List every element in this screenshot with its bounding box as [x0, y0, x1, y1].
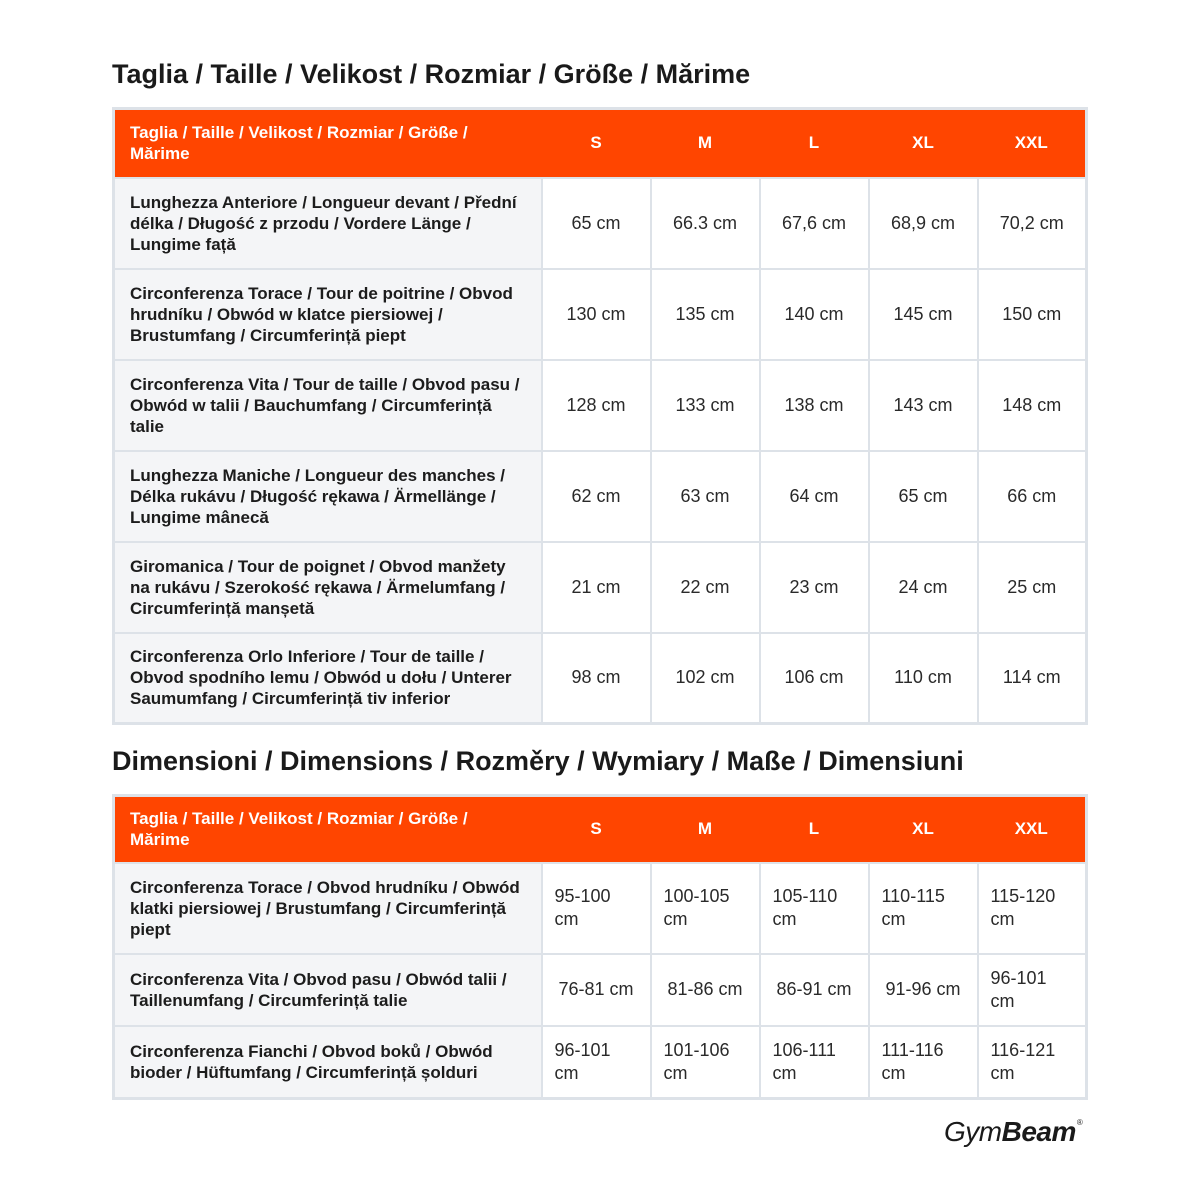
table-cell: 81-86 cm: [651, 954, 760, 1026]
row-label: Lunghezza Anteriore / Longueur devant / Přední délka / Długość z przodu / Vordere Länge / Lungime față: [114, 178, 542, 269]
gymbeam-logo: [944, 1116, 1082, 1148]
table-cell: 62 cm: [542, 451, 651, 542]
row-label: Circonferenza Orlo Inferiore / Tour de taille / Obvod spodního lemu / Obwód u dołu / Unterer Saumumfang / Circumferință tiv inferior: [114, 633, 542, 724]
table-cell: 115-120 cm: [978, 863, 1087, 954]
header-size-l: L: [760, 796, 869, 863]
table-cell: 128 cm: [542, 360, 651, 451]
table-row: [114, 360, 1087, 451]
header-size-s: S: [542, 796, 651, 863]
table-cell: 148 cm: [978, 360, 1087, 451]
table-cell: 65 cm: [542, 178, 651, 269]
header-size-label: Taglia / Taille / Velikost / Rozmiar / Größe / Mărime: [114, 109, 542, 178]
header-size-xxl: XXL: [978, 796, 1087, 863]
registered-mark: ®: [1076, 1118, 1083, 1127]
row-label: Circonferenza Vita / Tour de taille / Obvod pasu / Obwód w talii / Bauchumfang / Circumferință talie: [114, 360, 542, 451]
header-size-s: S: [542, 109, 651, 178]
header-size-xxl: XXL: [978, 109, 1087, 178]
table-cell: 68,9 cm: [869, 178, 978, 269]
table-cell: 133 cm: [651, 360, 760, 451]
table-cell: 22 cm: [651, 542, 760, 633]
table-cell: 135 cm: [651, 269, 760, 360]
table-cell: 100-105 cm: [651, 863, 760, 954]
table-cell: 110 cm: [869, 633, 978, 724]
header-size-m: M: [651, 109, 760, 178]
row-label: Circonferenza Vita / Obvod pasu / Obwód talii / Taillenumfang / Circumferință talie: [114, 954, 542, 1026]
table-cell: 106 cm: [760, 633, 869, 724]
table-cell: 138 cm: [760, 360, 869, 451]
table-cell: 98 cm: [542, 633, 651, 724]
table-cell: 102 cm: [651, 633, 760, 724]
table-cell: 64 cm: [760, 451, 869, 542]
table-cell: 66 cm: [978, 451, 1087, 542]
table-row: [114, 269, 1087, 360]
table-row: [114, 954, 1087, 1026]
table-cell: 25 cm: [978, 542, 1087, 633]
table-cell: 86-91 cm: [760, 954, 869, 1026]
header-size-label: Taglia / Taille / Velikost / Rozmiar / Größe / Mărime: [114, 796, 542, 863]
table-cell: 23 cm: [760, 542, 869, 633]
row-label: Circonferenza Torace / Tour de poitrine / Obvod hrudníku / Obwód w klatce piersiowej / Brustumfang / Circumferință piept: [114, 269, 542, 360]
table-cell: 114 cm: [978, 633, 1087, 724]
table-cell: 101-106 cm: [651, 1026, 760, 1099]
table-header-row: [114, 109, 1087, 178]
table-cell: 65 cm: [869, 451, 978, 542]
table-cell: 140 cm: [760, 269, 869, 360]
table-cell: 76-81 cm: [542, 954, 651, 1026]
table-row: [114, 542, 1087, 633]
row-label: Lunghezza Maniche / Longueur des manches / Délka rukávu / Długość rękawa / Ärmellänge / Lungime mânecă: [114, 451, 542, 542]
size-table-title: Taglia / Taille / Velikost / Rozmiar / Größe / Mărime: [112, 59, 751, 89]
table-row: [114, 178, 1087, 269]
table-cell: 130 cm: [542, 269, 651, 360]
table-row: [114, 1026, 1087, 1099]
row-label: Circonferenza Fianchi / Obvod boků / Obwód bioder / Hüftumfang / Circumferință șolduri: [114, 1026, 542, 1099]
table-cell: 24 cm: [869, 542, 978, 633]
logo-text-gym: Gym: [944, 1116, 1002, 1147]
table-cell: 105-110 cm: [760, 863, 869, 954]
table-row: [114, 863, 1087, 954]
table-cell: 111-116 cm: [869, 1026, 978, 1099]
header-size-xl: XL: [869, 109, 978, 178]
table-header-row: [114, 796, 1087, 863]
table-cell: 143 cm: [869, 360, 978, 451]
table-cell: 150 cm: [978, 269, 1087, 360]
table-cell: 66.3 cm: [651, 178, 760, 269]
row-label: Circonferenza Torace / Obvod hrudníku / Obwód klatki piersiowej / Brustumfang / Circumferință piept: [114, 863, 542, 954]
table-row: [114, 633, 1087, 724]
table-cell: 106-111 cm: [760, 1026, 869, 1099]
header-size-xl: XL: [869, 796, 978, 863]
table-cell: 67,6 cm: [760, 178, 869, 269]
table-cell: 96-101 cm: [542, 1026, 651, 1099]
table-cell: 96-101 cm: [978, 954, 1087, 1026]
header-size-m: M: [651, 796, 760, 863]
table-cell: 21 cm: [542, 542, 651, 633]
table-cell: 95-100 cm: [542, 863, 651, 954]
logo-text-beam: Beam: [1001, 1116, 1076, 1147]
dimensions-table: [112, 794, 1088, 1100]
table-cell: 70,2 cm: [978, 178, 1087, 269]
table-cell: 91-96 cm: [869, 954, 978, 1026]
table-cell: 110-115 cm: [869, 863, 978, 954]
size-table: [112, 107, 1088, 725]
table-row: [114, 451, 1087, 542]
header-size-l: L: [760, 109, 869, 178]
row-label: Giromanica / Tour de poignet / Obvod manžety na rukávu / Szerokość rękawa / Ärmelumfang / Circumferință manșetă: [114, 542, 542, 633]
table-cell: 63 cm: [651, 451, 760, 542]
table-cell: 116-121 cm: [978, 1026, 1087, 1099]
dimensions-table-title: Dimensioni / Dimensions / Rozměry / Wymiary / Maße / Dimensiuni: [112, 746, 964, 776]
table-cell: 145 cm: [869, 269, 978, 360]
